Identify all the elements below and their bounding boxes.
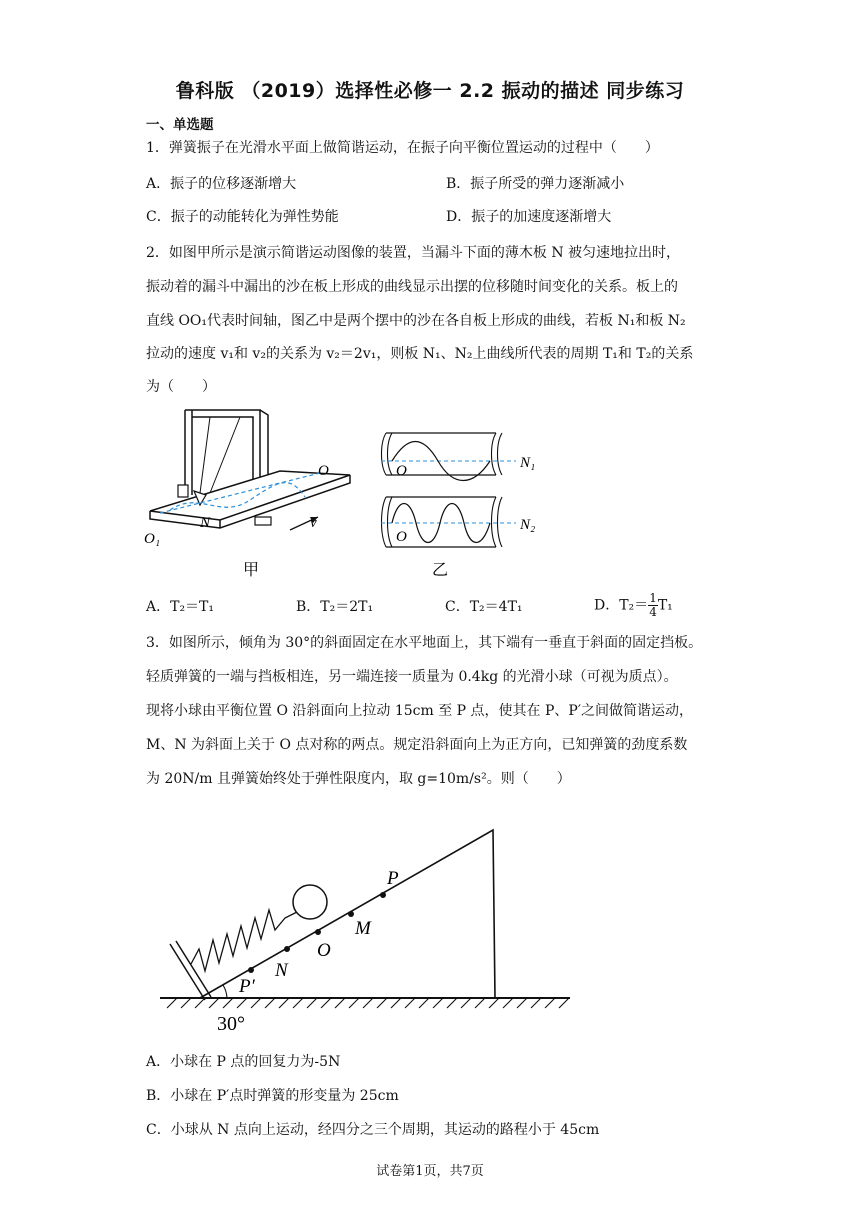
q2-line-4: 拉动的速度 v₁和 v₂的关系为 v₂＝2v₁，则板 N₁、N₂上曲线所代表的周期 T₁和 T₂的关系: [146, 346, 694, 362]
q2-option-c: C．T₂＝4T₁: [445, 599, 523, 615]
figure-incline: [155, 822, 585, 1042]
q2-line-1: 2．如图甲所示是演示简谐运动图像的装置，当漏斗下面的薄木板 N 被匀速地拉出时，: [146, 245, 681, 261]
incline-label-angle: 30°: [217, 1013, 245, 1035]
q3-line-4: M、N 为斜面上关于 O 点对称的两点。规定沿斜面向上为正方向，已知弹簧的劲度系数: [146, 737, 688, 753]
yi-label-o-bottom: O: [396, 529, 407, 545]
jia-label-o: O: [318, 463, 329, 479]
q2-option-d-prefix: D．T₂＝: [594, 597, 649, 614]
q3-line-3: 现将小球由平衡位置 O 沿斜面向上拉动 15cm 至 P 点，使其在 P、P′之间做简谐运动，: [146, 703, 693, 719]
q2-option-b: B．T₂＝2T₁: [296, 599, 374, 615]
section-heading: 一、单选题: [146, 117, 214, 133]
figure-jia: [140, 405, 360, 585]
q3-option-b: B．小球在 P′点时弹簧的形变量为 25cm: [146, 1088, 399, 1104]
q3-option-c: C．小球从 N 点向上运动，经四分之三个周期，其运动的路程小于 45cm: [146, 1122, 600, 1138]
q1-stem: 1．弹簧振子在光滑水平面上做简谐运动，在振子向平衡位置运动的过程中（ ）: [146, 140, 659, 156]
q2-option-d: [594, 592, 673, 619]
q1-option-a: A．振子的位移逐渐增大: [146, 176, 297, 192]
fraction: [648, 592, 658, 619]
q2-option-a: A．T₂＝T₁: [146, 599, 215, 615]
q1-option-d: D．振子的加速度逐渐增大: [446, 209, 612, 225]
q1-option-b: B．振子所受的弹力逐渐减小: [446, 176, 625, 192]
yi-caption: 乙: [432, 560, 449, 579]
fraction-numerator: 1: [649, 591, 657, 605]
jia-caption: 甲: [243, 560, 260, 579]
incline-label-m: M: [355, 918, 371, 939]
fraction-denominator: 4: [649, 605, 657, 619]
jia-label-n: N: [200, 515, 211, 531]
jia-label-o1: O₁: [144, 531, 161, 547]
incline-label-p: P: [387, 868, 399, 889]
q3-option-a: A．小球在 P 点的回复力为-5N: [146, 1054, 341, 1070]
yi-label-n1: N₁: [520, 455, 536, 471]
q3-line-2: 轻质弹簧的一端与挡板相连，另一端连接一质量为 0.4kg 的光滑小球（可视为质点）。: [146, 669, 678, 685]
q2-line-2: 振动着的漏斗中漏出的沙在板上形成的曲线显示出摆的位移随时间变化的关系。板上的: [146, 279, 678, 295]
jia-label-v: v: [310, 515, 317, 531]
figure-yi: [378, 425, 558, 585]
yi-label-n2: N₂: [520, 517, 536, 533]
page-title: 鲁科版 （2019）选择性必修一 2.2 振动的描述 同步练习: [175, 80, 685, 102]
incline-label-n: N: [275, 960, 288, 981]
q3-line-1: 3．如图所示，倾角为 30°的斜面固定在水平地面上，其下端有一垂直于斜面的固定挡板。: [146, 635, 703, 651]
yi-label-o-top: O: [396, 463, 407, 479]
q2-line-5: 为（ ）: [146, 379, 216, 395]
q2-line-3: 直线 OO₁代表时间轴，图乙中是两个摆中的沙在各自板上形成的曲线，若板 N₁和板 N₂: [146, 313, 686, 329]
page-footer: 试卷第1页，共7页: [376, 1164, 484, 1179]
q1-option-c: C．振子的动能转化为弹性势能: [146, 209, 339, 225]
q3-line-5: 为 20N/m 且弹簧始终处于弹性限度内，取 g=10m/s²。则（ ）: [146, 771, 571, 787]
incline-label-p-prime: P′: [239, 976, 255, 997]
incline-label-o: O: [317, 940, 331, 961]
q2-option-d-suffix: T₁: [657, 597, 673, 614]
